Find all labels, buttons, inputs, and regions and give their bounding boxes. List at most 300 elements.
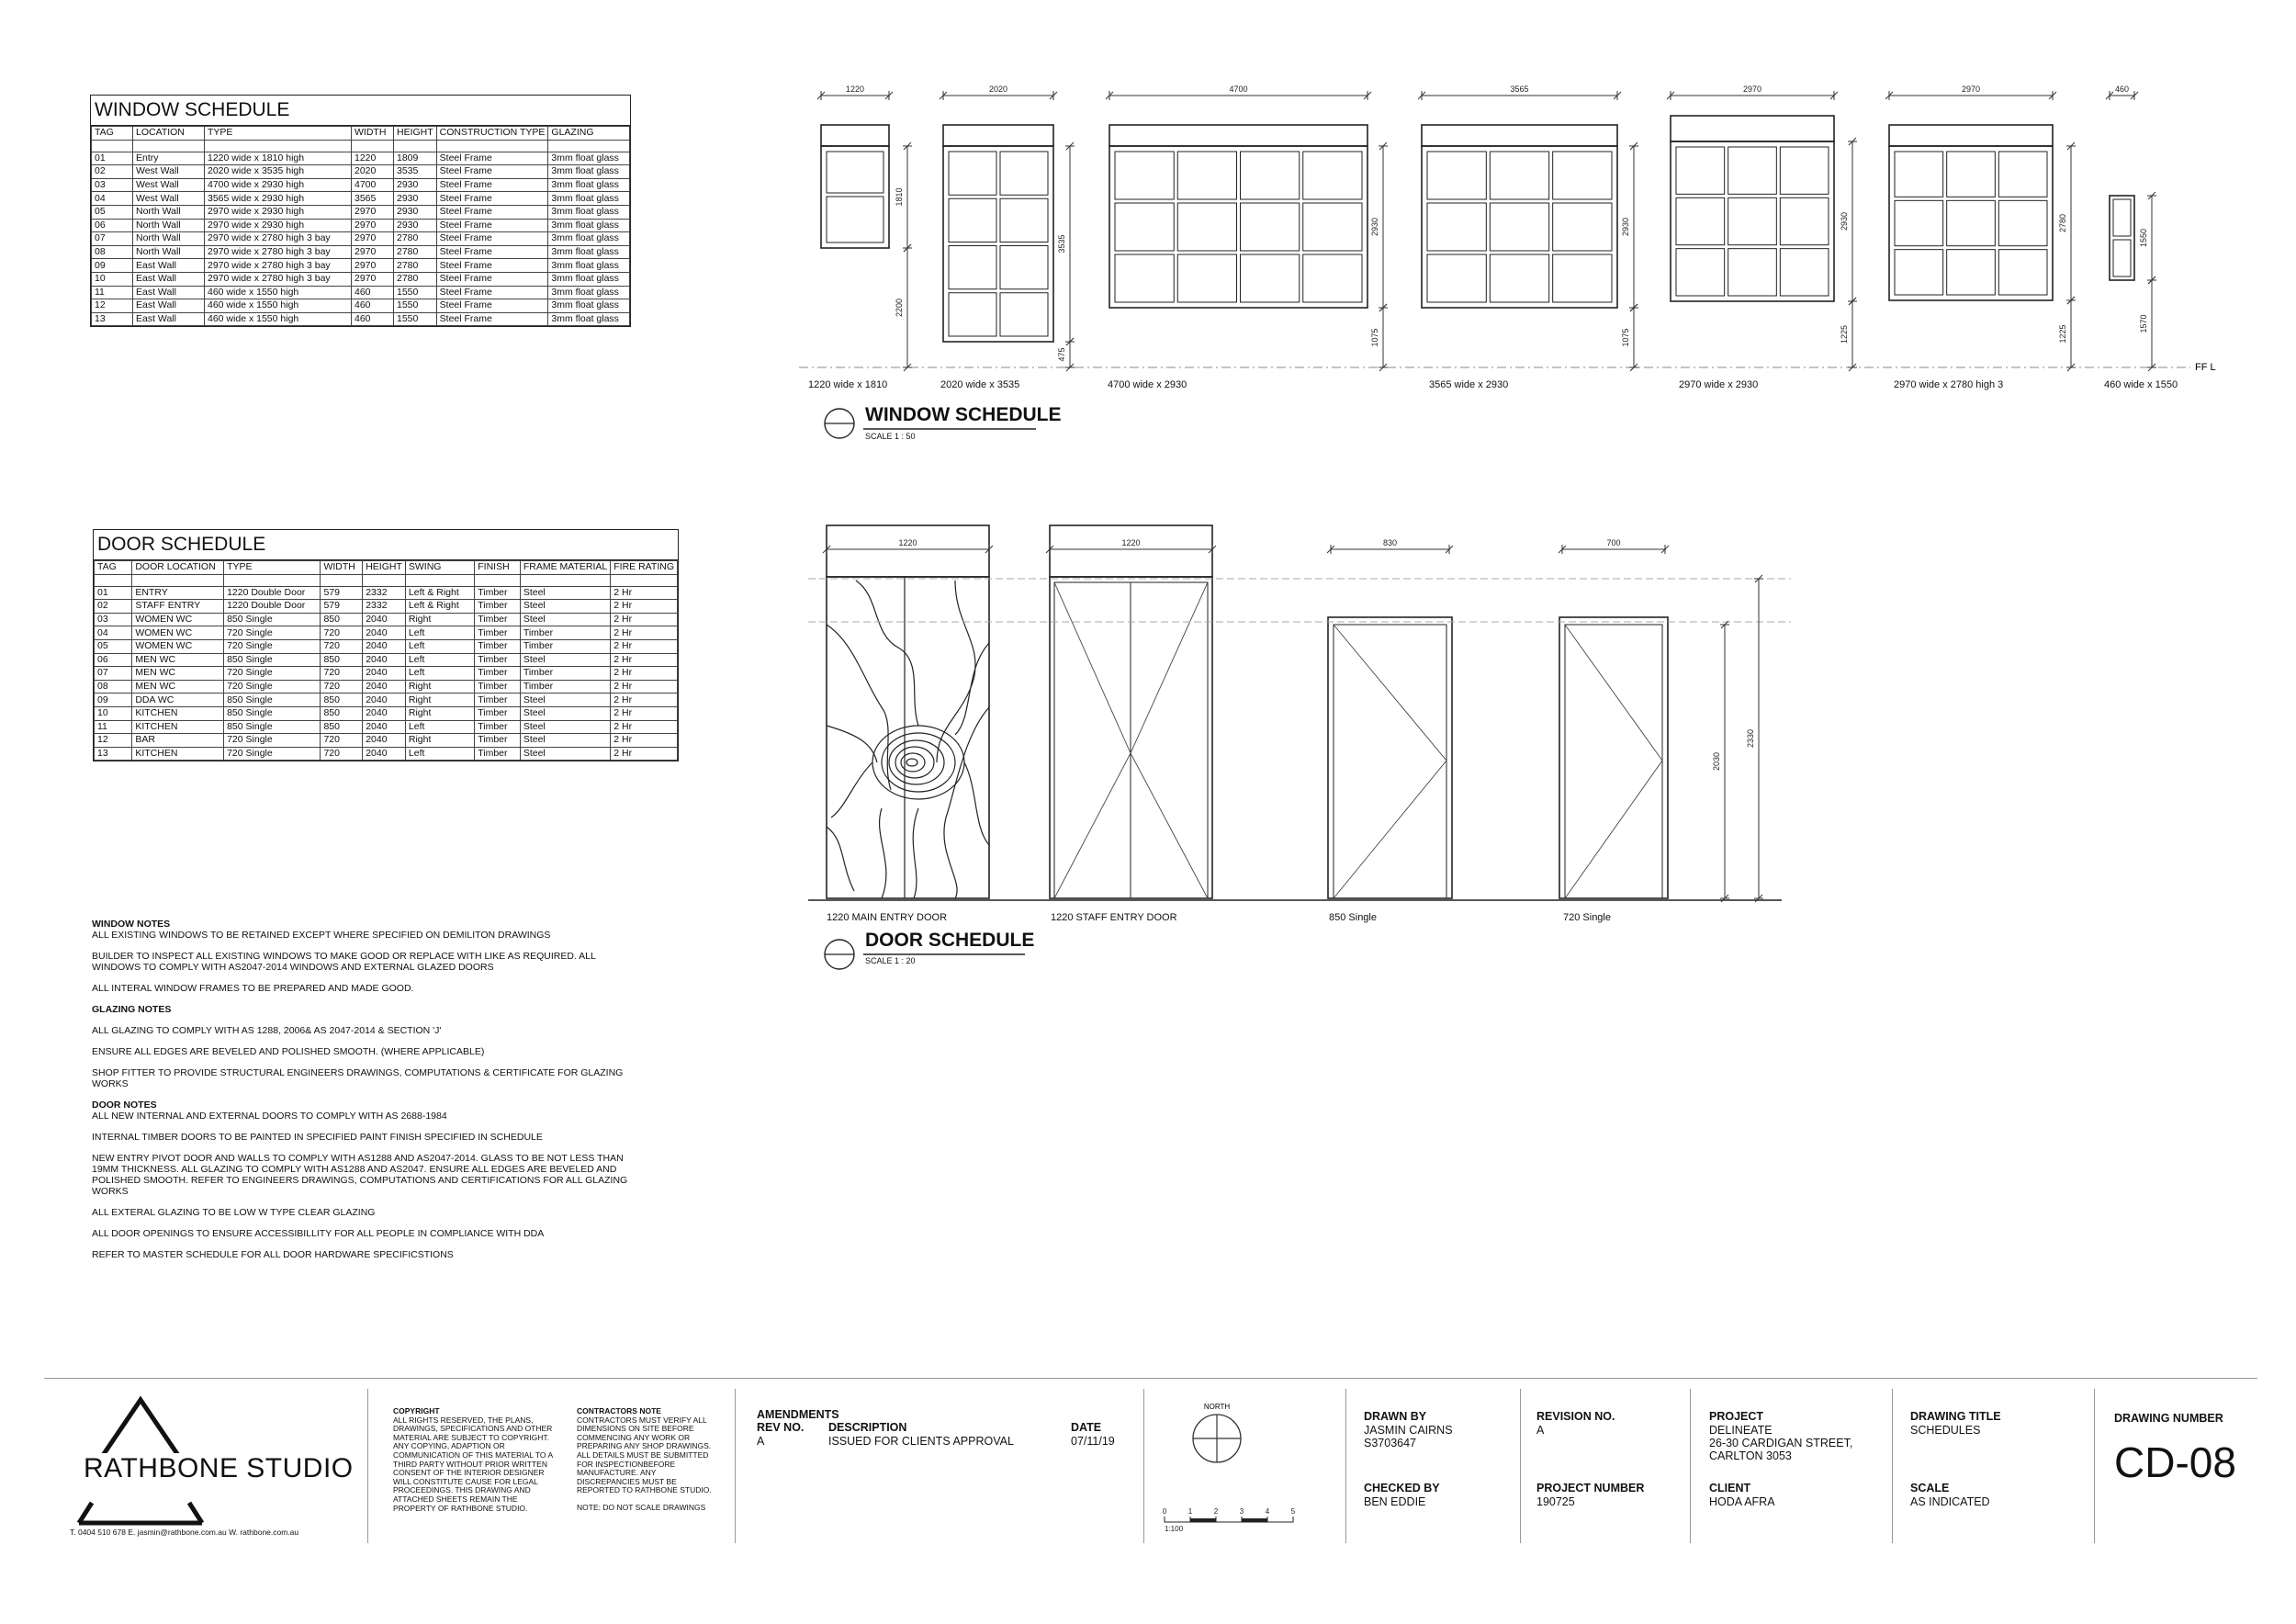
window-schedule-cell: East Wall <box>133 259 205 273</box>
window-schedule-header-cell: LOCATION <box>133 127 205 141</box>
window-schedule-cell: 460 <box>352 286 394 299</box>
amendments-heading: AMENDMENTS <box>757 1408 839 1421</box>
dim-w03-width-text: 4700 <box>1229 85 1248 94</box>
dim-w07-sill-text: 1225 <box>2058 324 2067 344</box>
studio-name: RATHBONE STUDIO <box>81 1453 356 1484</box>
window-schedule-cell: 2970 wide x 2930 high <box>205 205 352 219</box>
dim-w01-sill-text: 2200 <box>895 298 904 318</box>
door-schedule-cell: 2 Hr <box>611 613 678 626</box>
window-04-pane <box>1427 254 1486 302</box>
dim-w04-width-text: 3565 <box>1510 85 1529 94</box>
door-schedule-header-cell: HEIGHT <box>363 561 406 575</box>
window-03-pane <box>1241 254 1300 302</box>
window-label-6: 2970 wide x 2780 high 3 <box>1894 379 2004 390</box>
window-03-pane <box>1115 152 1174 199</box>
door-schedule-cell: Steel <box>520 653 610 667</box>
door-schedule-cell: 11 <box>95 720 132 734</box>
window-notes-heading: WINDOW NOTES <box>92 919 171 930</box>
door-schedule-cell: MEN WC <box>132 680 224 694</box>
window-07-pane <box>1895 152 1943 197</box>
window-05-pane <box>1728 249 1777 296</box>
door-schedule-cell: 12 <box>95 734 132 748</box>
window-schedule-header-cell: HEIGHT <box>394 127 437 141</box>
svg-text:0: 0 <box>1162 1507 1167 1516</box>
window-04-pane <box>1553 254 1612 302</box>
window-schedule-cell: 3565 wide x 2930 high <box>205 192 352 206</box>
door-schedule-cell: 1220 Double Door <box>224 600 321 614</box>
client-heading: CLIENT <box>1709 1482 1751 1494</box>
window-schedule-cell: Steel Frame <box>436 205 548 219</box>
door-schedule-cell: 2040 <box>363 613 406 626</box>
window-05-pane <box>1780 249 1829 296</box>
window-02-pane <box>1000 246 1048 289</box>
window-note-3: ALL INTERAL WINDOW FRAMES TO BE PREPARED AND MADE GOOD. <box>92 983 414 994</box>
window-schedule-cell: Steel Frame <box>436 312 548 326</box>
door-schedule-cell: Left <box>405 639 474 653</box>
copyright-text: ALL RIGHTS RESERVED, THE PLANS, DRAWINGS, SPECIFICATIONS AND OTHER MATERIAL ARE SUBJECT TO COPYRIGHT. ANY COPYING, ADAPTION OR COMMUNICATION OF THIS MATERIAL TO A THIRD PARTY WITHOUT PRIOR WRITTEN CONSENT OF THE INTERIOR DESIGNER WILL CONSTITUTE CAUSE FOR LEGAL PROCEEDINGS. THIS DRAWING AND ATTACHED SHEETS REMAIN THE PROPERTY OF RATHBONE STUDIO. <box>393 1415 553 1513</box>
window-05-pane <box>1728 147 1777 194</box>
window-03-head <box>1109 125 1367 146</box>
door-schedule-cell: Left <box>405 626 474 640</box>
window-05-pane <box>1676 197 1725 244</box>
door-schedule-cell: 02 <box>95 600 132 614</box>
scale-value: AS INDICATED <box>1910 1495 1990 1508</box>
door-schedule-cell: STAFF ENTRY <box>132 600 224 614</box>
window-schedule-header-cell: TAG <box>92 127 133 141</box>
window-03-pane <box>1241 203 1300 251</box>
window-02-frame <box>943 146 1053 342</box>
copyright-heading: COPYRIGHT <box>393 1406 440 1415</box>
door-note-6: REFER TO MASTER SCHEDULE FOR ALL DOOR HARDWARE SPECIFICSTIONS <box>92 1249 454 1260</box>
door-schedule-cell: 850 <box>321 706 363 720</box>
door-schedule-cell: 850 Single <box>224 720 321 734</box>
window-07-pane <box>1947 152 1996 197</box>
north-arrow <box>1185 1398 1249 1472</box>
window-schedule-cell: Steel Frame <box>436 232 548 246</box>
window-schedule-cell: 2930 <box>394 219 437 232</box>
window-schedule-cell: 1220 wide x 1810 high <box>205 152 352 165</box>
door-schedule-cell: Timber <box>475 706 521 720</box>
window-03-pane <box>1177 254 1236 302</box>
dim-w04-sill-text: 1075 <box>1621 328 1630 347</box>
dim-w07-height-text: 2780 <box>2058 213 2067 233</box>
window-schedule-title: WINDOW SCHEDULE <box>91 96 630 126</box>
window-schedule-header-cell: GLAZING <box>548 127 630 141</box>
window-schedule-cell: 460 wide x 1550 high <box>205 299 352 313</box>
client-value: HODA AFRA <box>1709 1495 1775 1508</box>
door-schedule-cell: 2040 <box>363 720 406 734</box>
door-schedule-cell: KITCHEN <box>132 720 224 734</box>
door-schedule-cell: Right <box>405 680 474 694</box>
window-schedule-cell: 3mm float glass <box>548 272 630 286</box>
dim-w03-sill-text: 1075 <box>1370 328 1379 347</box>
window-schedule-cell: 2970 wide x 2780 high 3 bay <box>205 272 352 286</box>
glazing-note-3: SHOP FITTER TO PROVIDE STRUCTURAL ENGINEERS DRAWINGS, COMPUTATIONS & CERTIFICATE FOR GLAZING WORKS <box>92 1067 624 1089</box>
window-schedule-cell: 2780 <box>394 245 437 259</box>
window-label-1: 1220 wide x 1810 <box>808 379 888 390</box>
window-schedule-cell: 3mm float glass <box>548 152 630 165</box>
door-elevation-scale: SCALE 1 : 20 <box>865 956 916 965</box>
window-schedule-cell: 4700 wide x 2930 high <box>205 178 352 192</box>
door-schedule-cell: 2040 <box>363 680 406 694</box>
main-entry-door-head <box>827 525 989 577</box>
window-04-pane <box>1553 152 1612 199</box>
window-schedule-cell: 3mm float glass <box>548 312 630 326</box>
window-schedule-cell: 09 <box>92 259 133 273</box>
door-schedule-cell: Right <box>405 734 474 748</box>
door-schedule-cell: WOMEN WC <box>132 613 224 626</box>
door-schedule-cell: 2040 <box>363 667 406 681</box>
scale-bar <box>1162 1506 1309 1534</box>
door-schedule-cell: 2 Hr <box>611 680 678 694</box>
project-line-2: 26-30 CARDIGAN STREET, <box>1709 1437 1853 1449</box>
window-05-pane <box>1780 197 1829 244</box>
window-03-pane <box>1303 254 1362 302</box>
door-schedule-cell: 2 Hr <box>611 706 678 720</box>
window-05-pane <box>1676 249 1725 296</box>
window-02-pane <box>1000 293 1048 336</box>
window-schedule-cell: 1550 <box>394 299 437 313</box>
window-schedule-cell: 2780 <box>394 259 437 273</box>
door-notes-heading: DOOR NOTES <box>92 1100 157 1111</box>
window-schedule-cell: 06 <box>92 219 133 232</box>
door-schedule-cell: Timber <box>475 680 521 694</box>
window-schedule-cell: 2020 wide x 3535 high <box>205 165 352 179</box>
door-schedule-cell: Timber <box>475 734 521 748</box>
door-schedule-cell: 720 <box>321 626 363 640</box>
door-schedule-header-cell: FINISH <box>475 561 521 575</box>
door-schedule-header-cell: SWING <box>405 561 474 575</box>
door-schedule-cell: 10 <box>95 706 132 720</box>
door-schedule-cell: 2 Hr <box>611 734 678 748</box>
door-schedule-cell: 720 <box>321 747 363 761</box>
door-schedule-cell: KITCHEN <box>132 747 224 761</box>
window-schedule-cell: 03 <box>92 178 133 192</box>
door-schedule-cell: 2040 <box>363 653 406 667</box>
door-schedule-cell: 2 Hr <box>611 667 678 681</box>
door-schedule-cell: Steel <box>520 720 610 734</box>
window-elevation-title: WINDOW SCHEDULE <box>865 404 1062 425</box>
window-02-pane <box>949 152 996 195</box>
window-schedule-cell: 3535 <box>394 165 437 179</box>
dim-w11-width-text: 460 <box>2114 85 2130 94</box>
window-02-head <box>943 125 1053 146</box>
window-schedule-header-cell: CONSTRUCTION TYPE <box>436 127 548 141</box>
window-schedule-cell: 2780 <box>394 272 437 286</box>
door-schedule-cell: Steel <box>520 694 610 707</box>
window-schedule-cell: Steel Frame <box>436 219 548 232</box>
checked-by-heading: CHECKED BY <box>1364 1482 1440 1494</box>
glazing-notes-heading: GLAZING NOTES <box>92 1004 172 1015</box>
window-04-frame <box>1422 146 1617 308</box>
door-schedule-cell: 720 <box>321 667 363 681</box>
door-schedule-cell: 720 <box>321 639 363 653</box>
window-schedule-cell: 10 <box>92 272 133 286</box>
window-schedule-cell: 1220 <box>352 152 394 165</box>
door-schedule-cell: 720 <box>321 734 363 748</box>
window-note-2: BUILDER TO INSPECT ALL EXISTING WINDOWS TO MAKE GOOD OR REPLACE WITH LIKE AS REQUIRED. ALL WINDOWS TO COMPLY WITH AS2047-2014 WINDOWS AND EXTERNAL GLAZED DOORS <box>92 951 596 973</box>
svg-text:1: 1 <box>1187 1507 1193 1516</box>
window-schedule-cell: 2970 wide x 2930 high <box>205 219 352 232</box>
window-07-pane <box>1947 200 1996 245</box>
drawn-by-heading: DRAWN BY <box>1364 1410 1427 1423</box>
window-schedule-cell: West Wall <box>133 178 205 192</box>
door-schedule-cell: Right <box>405 706 474 720</box>
window-07-pane <box>1947 250 1996 295</box>
door-schedule-cell: 08 <box>95 680 132 694</box>
glazing-note-1: ALL GLAZING TO COMPLY WITH AS 1288, 2006& AS 2047-2014 & SECTION 'J' <box>92 1025 442 1036</box>
window-schedule-cell: Steel Frame <box>436 245 548 259</box>
door-schedule-cell: Right <box>405 694 474 707</box>
door-label-1: 1220 MAIN ENTRY DOOR <box>827 912 948 923</box>
door-schedule-cell: Timber <box>475 747 521 761</box>
door-schedule-cell: Timber <box>475 653 521 667</box>
window-02-pane <box>949 293 996 336</box>
window-schedule-cell: Steel Frame <box>436 259 548 273</box>
contractors-note-scale: NOTE: DO NOT SCALE DRAWINGS <box>577 1502 706 1512</box>
window-schedule-cell: 2970 <box>352 232 394 246</box>
door-schedule-cell: 720 Single <box>224 639 321 653</box>
window-07-pane <box>1895 250 1943 295</box>
drawing-title-heading: DRAWING TITLE <box>1910 1410 2001 1423</box>
window-schedule-cell: 2970 <box>352 205 394 219</box>
dim-w01-height-text: 1810 <box>895 187 904 207</box>
door-schedule-cell: 2040 <box>363 639 406 653</box>
window-label-5: 2970 wide x 2930 <box>1679 379 1759 390</box>
window-schedule-cell: Steel Frame <box>436 165 548 179</box>
window-schedule-cell: 1550 <box>394 312 437 326</box>
window-05-pane <box>1676 147 1725 194</box>
door-schedule-cell: 850 <box>321 694 363 707</box>
dim-w05-sill-text: 1225 <box>1840 324 1849 344</box>
window-schedule-cell: 3mm float glass <box>548 205 630 219</box>
dim-w05-height-text: 2930 <box>1840 211 1849 231</box>
door-schedule-header-cell: FIRE RATING <box>611 561 678 575</box>
dim-d01-width-text: 1220 <box>898 538 917 547</box>
door-schedule-title: DOOR SCHEDULE <box>94 530 678 560</box>
dim-d04-width-text: 700 <box>1606 538 1621 547</box>
door-schedule-cell: 720 Single <box>224 680 321 694</box>
project-heading: PROJECT <box>1709 1410 1764 1423</box>
door-note-5: ALL DOOR OPENINGS TO ENSURE ACCESSIBILLITY FOR ALL PEOPLE IN COMPLIANCE WITH DDA <box>92 1228 545 1239</box>
window-schedule-cell: East Wall <box>133 272 205 286</box>
window-schedule-header-cell: TYPE <box>205 127 352 141</box>
door-schedule-cell: Timber <box>475 667 521 681</box>
door-schedule-cell: Left <box>405 747 474 761</box>
window-03-pane <box>1177 203 1236 251</box>
window-label-2: 2020 wide x 3535 <box>940 379 1020 390</box>
window-schedule-cell: Steel Frame <box>436 299 548 313</box>
door-elevations-drawing <box>0 514 2296 919</box>
description-heading: DESCRIPTION <box>828 1421 907 1434</box>
window-schedule-cell: 1550 <box>394 286 437 299</box>
door-schedule-cell: Right <box>405 613 474 626</box>
window-04-pane <box>1490 203 1548 251</box>
window-schedule-header-cell: WIDTH <box>352 127 394 141</box>
door-schedule-cell: 850 Single <box>224 653 321 667</box>
window-07-pane <box>1998 250 2047 295</box>
window-schedule-cell: 04 <box>92 192 133 206</box>
window-schedule-cell: 3565 <box>352 192 394 206</box>
window-schedule-cell: 4700 <box>352 178 394 192</box>
door-schedule-cell: Left <box>405 667 474 681</box>
door-schedule-cell: WOMEN WC <box>132 626 224 640</box>
dim-w07-width-text: 2970 <box>1961 85 1981 94</box>
door-schedule-cell: Timber <box>475 586 521 600</box>
window-03-pane <box>1115 203 1174 251</box>
amendment-date: 07/11/19 <box>1071 1435 1115 1448</box>
window-schedule-cell: Steel Frame <box>436 178 548 192</box>
window-02-pane <box>1000 198 1048 242</box>
door-schedule-cell: 06 <box>95 653 132 667</box>
door-schedule-cell: 2332 <box>363 586 406 600</box>
door-schedule-cell: 2332 <box>363 600 406 614</box>
window-schedule-cell: Steel Frame <box>436 272 548 286</box>
window-schedule-cell: 2020 <box>352 165 394 179</box>
svg-text:4: 4 <box>1265 1507 1270 1516</box>
window-01-head <box>821 125 889 146</box>
drawing-number: CD-08 <box>2114 1438 2236 1486</box>
door-schedule-cell: Timber <box>475 694 521 707</box>
door-schedule-cell: 2 Hr <box>611 653 678 667</box>
door-schedule-header-cell: DOOR LOCATION <box>132 561 224 575</box>
window-02-pane <box>949 198 996 242</box>
amendment-rev: A <box>757 1435 765 1448</box>
door-schedule-cell: Steel <box>520 600 610 614</box>
window-04-pane <box>1553 203 1612 251</box>
window-schedule-cell: 3mm float glass <box>548 259 630 273</box>
window-07-head <box>1889 125 2053 146</box>
door-schedule-cell: 720 <box>321 680 363 694</box>
window-schedule-cell: 3mm float glass <box>548 299 630 313</box>
door-schedule-cell: WOMEN WC <box>132 639 224 653</box>
window-schedule-cell: Steel Frame <box>436 192 548 206</box>
copyright-block <box>393 1407 558 1513</box>
door-schedule-cell: MEN WC <box>132 653 224 667</box>
window-05-head <box>1671 116 1834 141</box>
project-number-heading: PROJECT NUMBER <box>1536 1482 1645 1494</box>
window-schedule-cell: North Wall <box>133 219 205 232</box>
dim-w11-sill-text: 1570 <box>2139 314 2148 333</box>
door-schedule-cell: 850 Single <box>224 613 321 626</box>
window-schedule-cell: West Wall <box>133 192 205 206</box>
window-04-pane <box>1490 152 1548 199</box>
window-label-4: 3565 wide x 2930 <box>1429 379 1509 390</box>
window-schedule-cell: 460 wide x 1550 high <box>205 286 352 299</box>
dim-w02-sill-text: 475 <box>1057 347 1066 362</box>
door-schedule-cell: 720 Single <box>224 626 321 640</box>
dim-w01-width-text: 1220 <box>845 85 865 94</box>
window-04-pane <box>1427 152 1486 199</box>
door-schedule-cell: 01 <box>95 586 132 600</box>
dim-w03-height-text: 2930 <box>1370 217 1379 237</box>
door-schedule-cell: Steel <box>520 586 610 600</box>
door-schedule-cell: 720 Single <box>224 747 321 761</box>
window-schedule-cell: 2970 wide x 2780 high 3 bay <box>205 232 352 246</box>
window-label-7: 460 wide x 1550 <box>2104 379 2178 390</box>
door-schedule-cell: 2 Hr <box>611 586 678 600</box>
window-schedule-cell: 3mm float glass <box>548 232 630 246</box>
door-schedule-cell: 03 <box>95 613 132 626</box>
window-schedule-cell: West Wall <box>133 165 205 179</box>
door-schedule-cell: Timber <box>520 680 610 694</box>
staff-entry-door-head <box>1050 525 1212 577</box>
door-schedule-cell: 2 Hr <box>611 600 678 614</box>
rev-no-heading: REV NO. <box>757 1421 805 1434</box>
window-schedule-cell: 3mm float glass <box>548 219 630 232</box>
window-schedule-cell: 11 <box>92 286 133 299</box>
dim-w02-height-text: 3535 <box>1057 234 1066 254</box>
window-05-pane <box>1780 147 1829 194</box>
window-label-3: 4700 wide x 2930 <box>1108 379 1187 390</box>
window-05-pane <box>1728 197 1777 244</box>
window-schedule-cell: 01 <box>92 152 133 165</box>
door-schedule-cell: 05 <box>95 639 132 653</box>
door-schedule-cell: Timber <box>475 626 521 640</box>
window-schedule-cell: 08 <box>92 245 133 259</box>
door-schedule-cell: Left <box>405 653 474 667</box>
dim-door-height-text: 2030 <box>1712 751 1721 772</box>
project-line-3: CARLTON 3053 <box>1709 1449 1792 1462</box>
window-schedule-cell: 2930 <box>394 178 437 192</box>
door-schedule-cell: BAR <box>132 734 224 748</box>
door-label-2: 1220 STAFF ENTRY DOOR <box>1051 912 1177 923</box>
svg-text:1:100: 1:100 <box>1165 1525 1184 1533</box>
door-schedule-cell: 850 <box>321 653 363 667</box>
window-schedule-cell: 2780 <box>394 232 437 246</box>
window-03-pane <box>1115 254 1174 302</box>
title-block-top-rule <box>44 1378 2257 1379</box>
door-schedule-cell: 2 Hr <box>611 694 678 707</box>
svg-text:2: 2 <box>1213 1507 1219 1516</box>
door-850-single <box>1328 617 1452 898</box>
north-label: NORTH <box>1203 1403 1231 1411</box>
door-720-single <box>1559 617 1668 898</box>
dim-w02-width-text: 2020 <box>988 85 1008 94</box>
contractors-heading: CONTRACTORS NOTE <box>577 1406 661 1415</box>
dim-door-overall-height-text: 2330 <box>1746 728 1755 749</box>
window-schedule-cell: Entry <box>133 152 205 165</box>
window-schedule-cell: 2970 <box>352 245 394 259</box>
door-schedule-cell: Left & Right <box>405 600 474 614</box>
drawn-by: JASMIN CAIRNS <box>1364 1424 1453 1437</box>
window-04-pane <box>1490 254 1548 302</box>
door-schedule-cell: Timber <box>475 639 521 653</box>
door-schedule-cell: Timber <box>520 626 610 640</box>
window-schedule-cell: 460 wide x 1550 high <box>205 312 352 326</box>
door-schedule-cell: ENTRY <box>132 586 224 600</box>
door-schedule-cell: Timber <box>475 720 521 734</box>
window-07-frame <box>1889 146 2053 300</box>
window-04-pane <box>1427 203 1486 251</box>
window-schedule-cell: 3mm float glass <box>548 192 630 206</box>
door-schedule-cell: 2 Hr <box>611 639 678 653</box>
glazing-note-2: ENSURE ALL EDGES ARE BEVELED AND POLISHED SMOOTH. (WHERE APPLICABLE) <box>92 1046 485 1057</box>
door-schedule-cell: MEN WC <box>132 667 224 681</box>
window-schedule-cell: 2930 <box>394 205 437 219</box>
window-03-pane <box>1241 152 1300 199</box>
door-schedule-cell: 850 <box>321 720 363 734</box>
window-schedule-cell: 2970 <box>352 259 394 273</box>
door-schedule-cell: 2040 <box>363 747 406 761</box>
door-schedule-cell: 2 Hr <box>611 626 678 640</box>
checked-by: BEN EDDIE <box>1364 1495 1426 1508</box>
door-schedule-cell: 2 Hr <box>611 720 678 734</box>
window-schedule-cell: 13 <box>92 312 133 326</box>
door-label-3: 850 Single <box>1329 912 1377 923</box>
contractors-text: CONTRACTORS MUST VERIFY ALL DIMENSIONS ON SITE BEFORE COMMENCING ANY WORK OR PREPARING ANY SHOP DRAWINGS. ALL DETAILS MUST BE SUBMITTED FOR INSPECTIONBEFORE MANUFACTURE. ANY DISCREPANCIES MUST BE REPORTED TO RATHBONE STUDIO. <box>577 1415 712 1495</box>
door-schedule-cell: 850 Single <box>224 706 321 720</box>
